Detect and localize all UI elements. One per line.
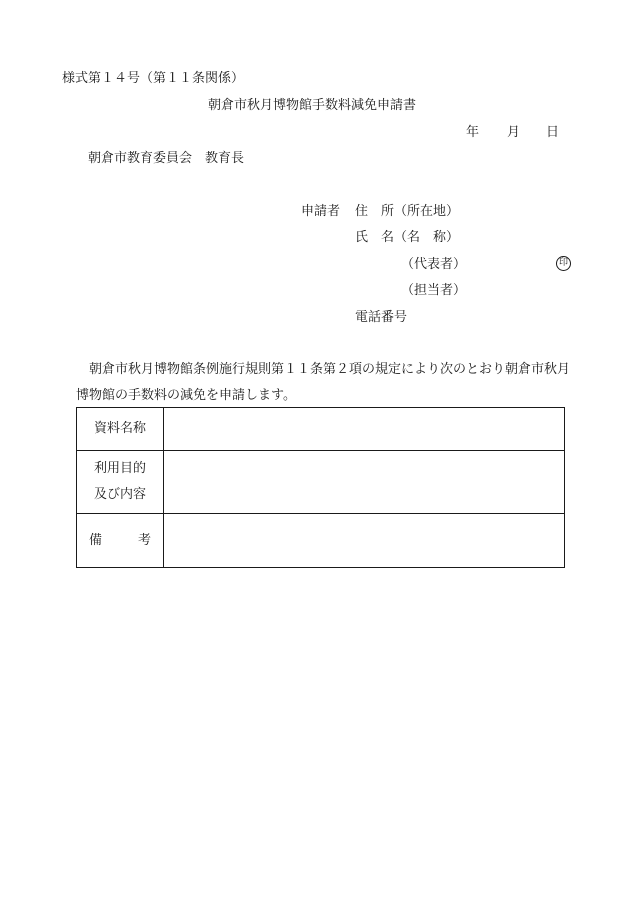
remarks-label xyxy=(77,514,164,568)
date-year-label: 年 xyxy=(466,125,480,140)
purpose-field[interactable] xyxy=(164,451,565,514)
document-title: 朝倉市秋月博物館手数料減免申請書 xyxy=(208,98,417,113)
application-statement: 朝倉市秋月博物館条例施行規則第１１条第２項の規定により次のとおり朝倉市秋月博物館の手数料の減免を申請します。 xyxy=(76,362,571,403)
remarks-label-char-1: 備 xyxy=(88,532,102,548)
name-label: 氏 名（名 称） xyxy=(355,230,460,245)
form-number: 様式第１４号（第１１条関係） xyxy=(62,71,245,86)
material-name-label: 資料名称 xyxy=(77,408,164,451)
remarks-field[interactable] xyxy=(164,514,565,568)
table-row xyxy=(77,514,565,568)
address-label: 住 所（所在地） xyxy=(355,204,460,219)
application-table xyxy=(76,407,565,568)
date-month-label: 月 xyxy=(507,125,521,140)
date-day-label: 日 xyxy=(546,125,560,140)
material-name-field[interactable] xyxy=(164,408,565,451)
table-row xyxy=(77,408,565,451)
purpose-label xyxy=(77,451,164,514)
purpose-label-line-2: 及び内容 xyxy=(93,487,146,502)
applicant-label: 申請者 xyxy=(301,204,341,219)
seal-icon: 印 xyxy=(556,256,571,271)
remarks-label-char-2: 考 xyxy=(138,532,152,548)
phone-label: 電話番号 xyxy=(355,310,408,325)
table-row xyxy=(77,451,565,514)
purpose-label-line-1: 利用目的 xyxy=(93,461,146,476)
representative-label: （代表者） xyxy=(401,257,467,272)
person-in-charge-label: （担当者） xyxy=(401,283,467,298)
addressee: 朝倉市教育委員会 教育長 xyxy=(88,151,245,166)
